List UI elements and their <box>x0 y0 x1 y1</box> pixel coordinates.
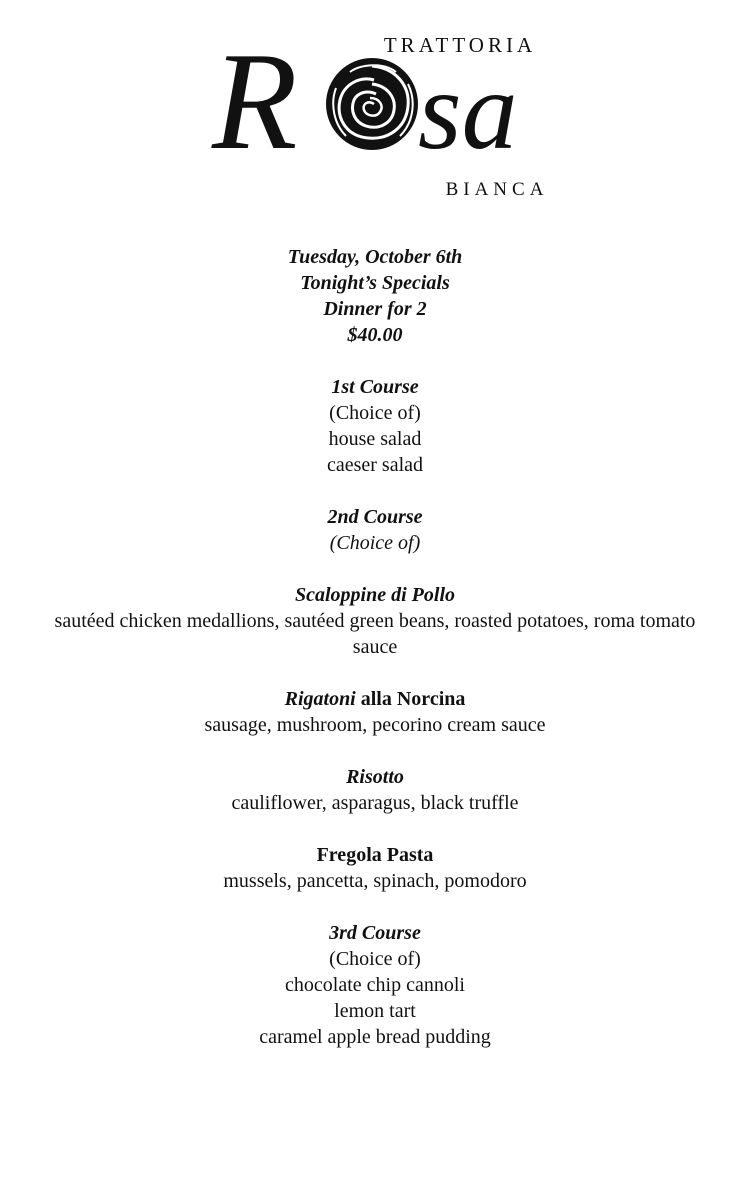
course-1-item: caeser salad <box>326 454 424 476</box>
rose-icon <box>326 58 418 150</box>
restaurant-logo <box>0 0 750 210</box>
dish-description: mussels, pancetta, spinach, pomodoro <box>223 870 527 892</box>
course-3-item: caramel apple bread pudding <box>259 1026 491 1048</box>
dish-description: sausage, mushroom, pecorino cream sauce <box>204 714 546 736</box>
dish-name: Scaloppine di Pollo <box>295 584 455 606</box>
menu-date: Tuesday, October 6th <box>287 246 463 268</box>
course-3-item: chocolate chip cannoli <box>285 974 465 996</box>
course-1-item: house salad <box>328 428 422 450</box>
dish-name-italic: Rigatoni <box>284 688 356 710</box>
course-2-title: 2nd Course <box>327 506 423 528</box>
course-3-item: lemon tart <box>334 1000 416 1022</box>
dish-name: Fregola Pasta <box>316 844 434 866</box>
course-1-title: 1st Course <box>331 376 419 398</box>
course-2-note: (Choice of) <box>329 532 421 554</box>
logo-main-r: R <box>212 24 298 179</box>
logo-bottom-word: BIANCA <box>445 179 549 200</box>
dish-description: sautéed chicken medallions, sautéed green beans, roasted potatoes, roma tomato sauce <box>54 610 696 658</box>
course-1-note: (Choice of) <box>329 402 421 424</box>
menu-subtitle: Dinner for 2 <box>323 298 427 320</box>
dish-name: Risotto <box>346 766 404 788</box>
specials-menu <box>0 244 750 1050</box>
course-3-note: (Choice of) <box>329 948 421 970</box>
dish-description: cauliflower, asparagus, black truffle <box>231 792 519 814</box>
menu-title: Tonight’s Specials <box>300 272 450 294</box>
dish-name-rest: alla Norcina <box>355 688 466 710</box>
menu-price: $40.00 <box>347 324 403 346</box>
logo-top-word: TRATTORIA <box>383 33 537 57</box>
logo-main-sa: sa <box>418 49 518 173</box>
dish-name <box>0 686 750 712</box>
course-3-title: 3rd Course <box>329 922 421 944</box>
